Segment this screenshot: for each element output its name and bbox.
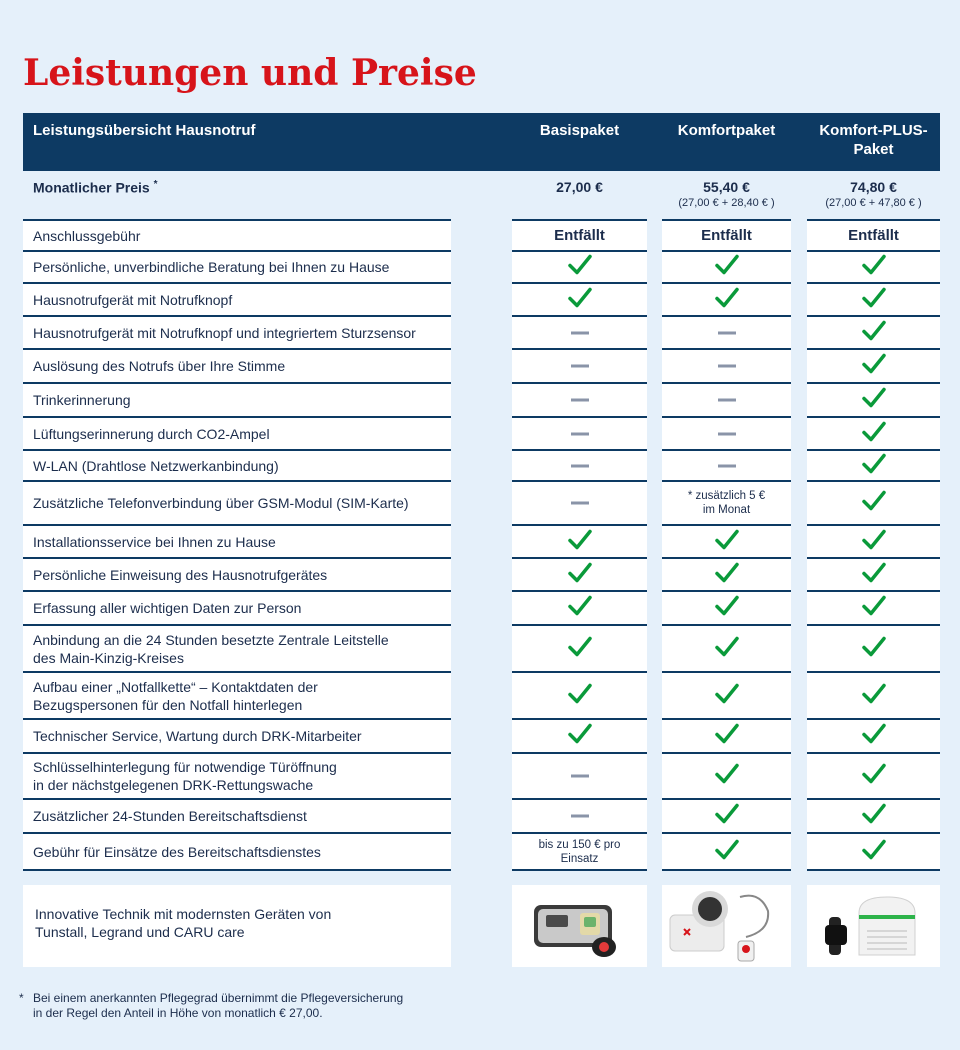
check-icon (568, 596, 592, 621)
check-icon (862, 683, 886, 708)
dash-icon (718, 331, 736, 334)
cell-komfort (662, 282, 791, 315)
dash-icon (718, 365, 736, 368)
check-icon (568, 562, 592, 587)
cell-komfort (662, 219, 791, 251)
row-label-cell (23, 798, 451, 832)
table-bottom-rule (807, 869, 940, 871)
cell-komfortplus (807, 382, 940, 416)
table-row (0, 590, 960, 624)
cell-note: bis zu 150 € pro Einsatz (538, 838, 621, 865)
table-row (0, 449, 960, 480)
check-icon (862, 596, 886, 621)
row-label: Aufbau einer „Notfallkette“ – Kontaktdaten der Bezugspersonen für den Notfall hinterlegen (33, 678, 318, 713)
cell-komfort (662, 590, 791, 624)
check-icon (862, 724, 886, 749)
row-label-cell (23, 524, 451, 557)
check-icon (715, 287, 739, 312)
device-komfort-image (662, 885, 791, 967)
check-icon (862, 320, 886, 345)
cell-basis (512, 219, 647, 251)
dash-icon (718, 399, 736, 402)
cell-komfort (662, 348, 791, 382)
cell-basis (512, 624, 647, 671)
row-label-cell (23, 282, 451, 315)
cell-komfortplus (807, 416, 940, 449)
row-label: Installationsservice bei Ihnen zu Hause (33, 533, 276, 550)
price-basis: 27,00 € (556, 179, 603, 195)
table-bottom-rule (512, 869, 647, 871)
check-icon (862, 764, 886, 789)
row-label-cell (23, 416, 451, 449)
check-icon (862, 388, 886, 413)
check-icon (568, 287, 592, 312)
cell-komfortplus (807, 480, 940, 524)
cell-komfortplus (807, 524, 940, 557)
row-label-cell (23, 480, 451, 524)
header-col-komfortplus: Komfort-PLUS-Paket (819, 122, 928, 158)
row-label-cell (23, 250, 451, 282)
dash-icon (571, 775, 589, 778)
check-icon (715, 804, 739, 829)
price-row (23, 171, 940, 219)
check-icon (862, 421, 886, 446)
check-icon (715, 636, 739, 661)
check-icon (862, 287, 886, 312)
cell-komfort (662, 624, 791, 671)
table-row (0, 480, 960, 524)
check-icon (568, 636, 592, 661)
row-label: Hausnotrufgerät mit Notrufknopf (33, 291, 233, 308)
table-row (0, 250, 960, 282)
check-icon (862, 491, 886, 516)
dash-icon (571, 399, 589, 402)
dash-icon (718, 432, 736, 435)
row-label: Zusätzlicher 24-Stunden Bereitschaftsdienst (33, 808, 307, 824)
table-row (0, 832, 960, 869)
check-icon (715, 596, 739, 621)
cell-basis (512, 557, 647, 590)
cell-komfort (662, 250, 791, 282)
table-row (0, 671, 960, 718)
table-row (0, 416, 960, 449)
page-title: Leistungen und Preise (23, 52, 477, 94)
device-komfortplus-image (807, 885, 940, 967)
header-col-komfort: Komfortpaket (677, 122, 776, 139)
cell-basis (512, 480, 647, 524)
table-row (0, 348, 960, 382)
cell-basis (512, 449, 647, 480)
row-label-cell (23, 382, 451, 416)
check-icon (862, 839, 886, 864)
cell-komfortplus (807, 752, 940, 798)
cell-basis (512, 382, 647, 416)
row-label: Hausnotrufgerät mit Notrufknopf und integriertem Sturzsensor (33, 324, 416, 341)
row-label: Lüftungserinnerung durch CO2-Ampel (33, 425, 270, 442)
row-label-cell (23, 219, 451, 251)
row-label: Anschlussgebühr (33, 228, 141, 244)
check-icon (715, 683, 739, 708)
check-icon (862, 354, 886, 379)
row-label: Anbindung an die 24 Stunden besetzte Zentrale Leitstelle des Main-Kinzig-Kreises (33, 631, 389, 666)
row-label: Trinkerinnerung (33, 392, 131, 408)
cell-komfortplus (807, 624, 940, 671)
cell-komfort (662, 718, 791, 752)
check-icon (715, 764, 739, 789)
cell-komfortplus (807, 671, 940, 718)
cell-komfort (662, 480, 791, 524)
table-bottom-rule (23, 869, 451, 871)
cell-basis (512, 590, 647, 624)
table-row (0, 557, 960, 590)
technology-text: Innovative Technik mit modernsten Geräten von Tunstall, Legrand und CARU care (35, 906, 332, 940)
check-icon (568, 255, 592, 280)
cell-basis (512, 752, 647, 798)
row-label-cell (23, 671, 451, 718)
cell-komfort (662, 449, 791, 480)
row-label: Gebühr für Einsätze des Bereitschaftsdienstes (33, 843, 321, 860)
dash-icon (571, 365, 589, 368)
cell-komfortplus (807, 832, 940, 869)
dash-icon (571, 502, 589, 505)
row-label: Persönliche, unverbindliche Beratung bei Ihnen zu Hause (33, 259, 390, 275)
check-icon (715, 529, 739, 554)
table-row (0, 624, 960, 671)
check-icon (862, 453, 886, 478)
entfaellt-text: Entfällt (554, 227, 605, 244)
cell-basis (512, 250, 647, 282)
cell-basis (512, 718, 647, 752)
row-label-cell (23, 832, 451, 869)
header-label: Leistungsübersicht Hausnotruf (33, 122, 256, 139)
row-label: Erfassung aller wichtigen Daten zur Person (33, 600, 302, 616)
cell-basis (512, 671, 647, 718)
table-row (0, 282, 960, 315)
cell-komfortplus (807, 718, 940, 752)
header-col-basis: Basispaket (539, 122, 620, 139)
table-row (0, 718, 960, 752)
check-icon (862, 562, 886, 587)
check-icon (715, 255, 739, 280)
row-label-cell (23, 557, 451, 590)
cell-komfortplus (807, 219, 940, 251)
check-icon (862, 529, 886, 554)
table-row (0, 798, 960, 832)
cell-komfortplus (807, 557, 940, 590)
cell-komfortplus (807, 250, 940, 282)
table-row (0, 752, 960, 798)
row-label: Technischer Service, Wartung durch DRK-Mitarbeiter (33, 728, 362, 744)
table-row (0, 315, 960, 348)
dash-icon (571, 815, 589, 818)
cell-basis (512, 348, 647, 382)
check-icon (862, 804, 886, 829)
row-label-cell (23, 624, 451, 671)
row-label: Persönliche Einweisung des Hausnotrufgerätes (33, 566, 328, 583)
footnote: * Bei einem anerkannten Pflegegrad übernimmt die Pflegeversicherung in der Regel den Anteil in Höhe von monatlich € 27,00. (19, 991, 453, 1021)
cell-komfort (662, 524, 791, 557)
table-row (0, 219, 960, 251)
dash-icon (571, 331, 589, 334)
cell-basis (512, 315, 647, 348)
cell-komfortplus (807, 348, 940, 382)
dash-icon (571, 464, 589, 467)
entfaellt-text: Entfällt (701, 227, 752, 244)
row-label: Auslösung des Notrufs über Ihre Stimme (33, 358, 286, 374)
check-icon (715, 562, 739, 587)
cell-komfort (662, 752, 791, 798)
check-icon (568, 683, 592, 708)
cell-komfort (662, 557, 791, 590)
table-row (0, 382, 960, 416)
check-icon (862, 636, 886, 661)
cell-komfort (662, 798, 791, 832)
cell-komfort (662, 832, 791, 869)
cell-komfort (662, 416, 791, 449)
dash-icon (571, 432, 589, 435)
cell-basis (512, 524, 647, 557)
cell-komfort (662, 671, 791, 718)
table-header (23, 113, 940, 171)
row-label-cell (23, 752, 451, 798)
row-label-cell (23, 590, 451, 624)
cell-komfortplus (807, 315, 940, 348)
price-komfortplus: 74,80 € (27,00 € + 47,80 € ) (825, 179, 922, 209)
table-row (0, 524, 960, 557)
entfaellt-text: Entfällt (848, 227, 899, 244)
row-label: Schlüsselhinterlegung für notwendige Türöffnung in der nächstgelegenen DRK-Rettungswache (33, 759, 337, 793)
cell-komfort (662, 315, 791, 348)
row-label: Zusätzliche Telefonverbindung über GSM-Modul (SIM-Karte) (33, 495, 409, 511)
price-komfort: 55,40 € (27,00 € + 28,40 € ) (678, 179, 775, 209)
cell-note: * zusätzlich 5 € im Monat (687, 490, 766, 516)
footnote-text: Bei einem anerkannten Pflegegrad übernimmt die Pflegeversicherung in der Regel den Anteil in Höhe von monatlich € 27,00. (33, 991, 404, 1020)
row-label-cell (23, 348, 451, 382)
cell-komfort (662, 382, 791, 416)
cell-basis (512, 798, 647, 832)
price-label: Monatlicher Preis * (33, 179, 158, 196)
row-label-cell (23, 718, 451, 752)
dash-icon (718, 464, 736, 467)
check-icon (862, 255, 886, 280)
cell-komfortplus (807, 449, 940, 480)
row-label-cell (23, 315, 451, 348)
cell-komfortplus (807, 282, 940, 315)
cell-basis (512, 282, 647, 315)
technology-box (23, 885, 451, 967)
row-label: W-LAN (Drahtlose Netzwerkanbindung) (33, 457, 279, 474)
check-icon (715, 839, 739, 864)
cell-basis (512, 832, 647, 869)
cell-basis (512, 416, 647, 449)
device-basis-image (512, 885, 647, 967)
check-icon (715, 724, 739, 749)
check-icon (568, 724, 592, 749)
check-icon (568, 529, 592, 554)
row-label-cell (23, 449, 451, 480)
cell-komfortplus (807, 798, 940, 832)
table-bottom-rule (662, 869, 791, 871)
cell-komfortplus (807, 590, 940, 624)
